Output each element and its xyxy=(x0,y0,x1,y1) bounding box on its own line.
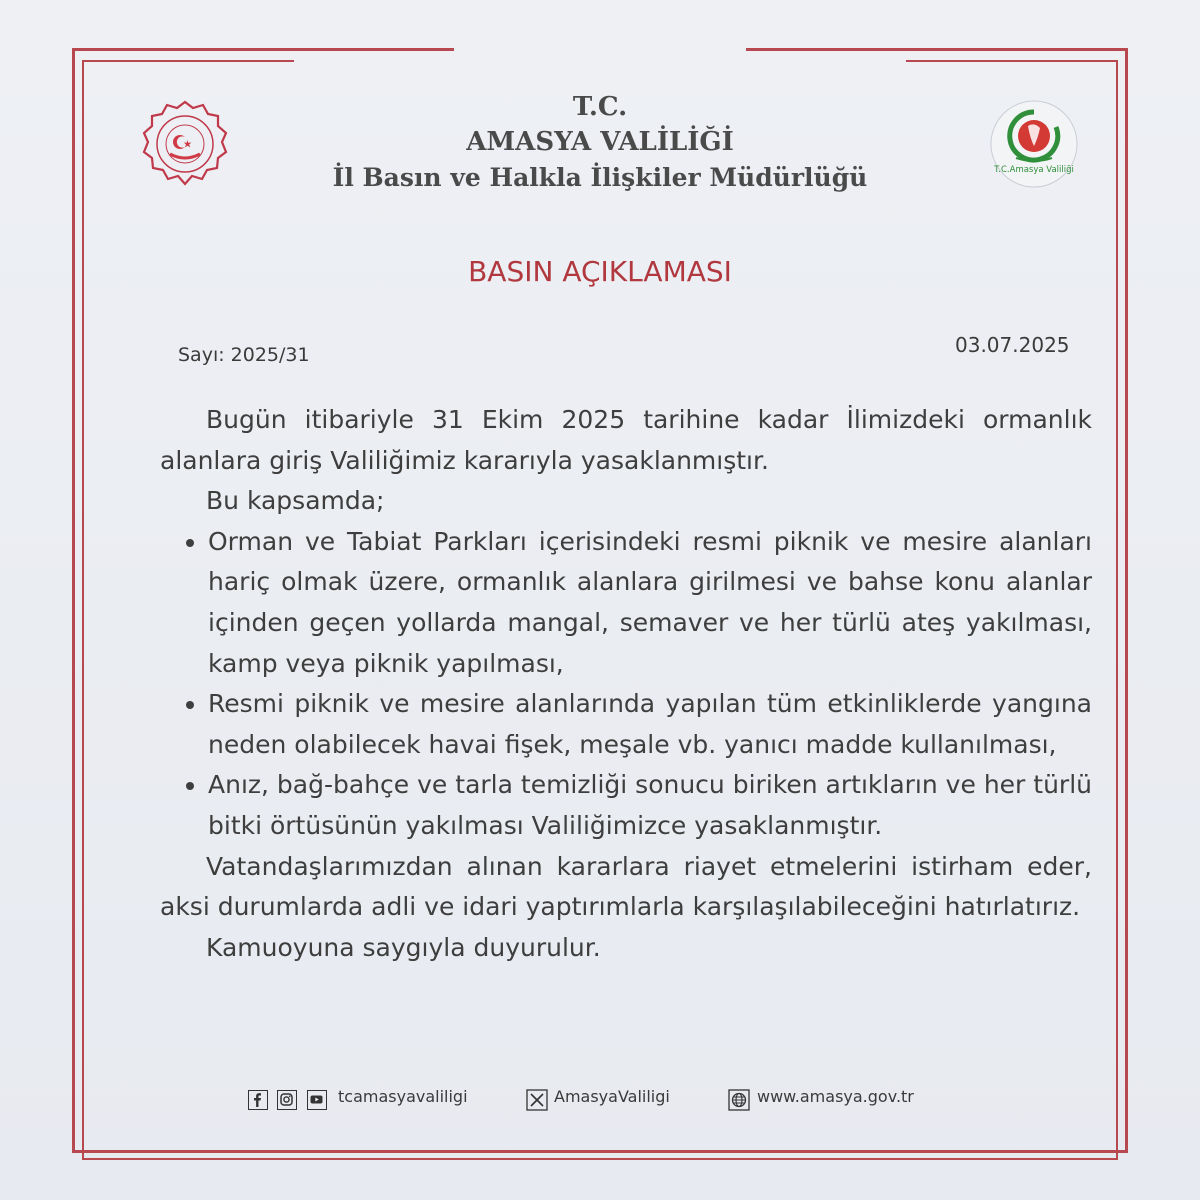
paragraph-2: Bu kapsamda; xyxy=(206,486,385,516)
frame-top-right xyxy=(746,48,1128,51)
youtube-icon[interactable] xyxy=(307,1090,327,1110)
letterhead xyxy=(300,90,900,196)
frame-top-left-inner xyxy=(82,60,294,62)
document-date: 03.07.2025 xyxy=(955,333,1070,357)
frame-bottom-outer xyxy=(72,1150,1128,1153)
header-line-tc: T.C. xyxy=(572,92,628,122)
paragraph-4: Kamuoyuna saygıyla duyurulur. xyxy=(206,932,601,962)
frame-top-right-inner xyxy=(906,60,1118,62)
list-item: • Anız, bağ-bahçe ve tarla temizliği sonucu biriken artıkların ve her türlü bitki örtüsünün yakılması Valiliğimizce yasaklanmıştır. xyxy=(208,765,1092,846)
list-item: • Orman ve Tabiat Parkları içerisindeki resmi piknik ve mesire alanları hariç olmak üzere, ormanlık alanlara girilmesi ve bahse konu alanlar içinden geçen yollarda mangal, semaver ve her türlü ateş yakılması, kamp veya piknik yapılması, xyxy=(208,522,1092,684)
x-icon[interactable] xyxy=(526,1089,548,1111)
page-title: BASIN AÇIKLAMASI xyxy=(468,255,732,288)
frame-left-inner xyxy=(82,60,84,1160)
paragraph-3: Vatandaşlarımızdan alınan kararlara riayet etmelerini istirham eder, aksi durumlarda adli ve idari yaptırımlarla karşılaşılabileceğini hatırlatırız. xyxy=(160,851,1092,922)
social-handle[interactable]: tcamasyavaliligi xyxy=(338,1087,468,1106)
prohibition-list xyxy=(160,522,1092,847)
frame-left-outer xyxy=(72,48,75,1153)
header-line-mudurluk: İl Basın ve Halkla İlişkiler Müdürlüğü xyxy=(332,163,868,192)
announcement-body xyxy=(160,400,1092,968)
paragraph-1: Bugün itibariyle 31 Ekim 2025 tarihine kadar İlimizdeki ormanlık alanlara giriş Valiliğimiz kararıyla yasaklanmıştır. xyxy=(160,405,1092,475)
list-item: • Resmi piknik ve mesire alanlarında yapılan tüm etkinliklerde yangına neden olabilecek havai fişek, meşale vb. yanıcı madde kullanılması, xyxy=(208,684,1092,765)
facebook-icon[interactable] xyxy=(248,1090,268,1110)
globe-icon[interactable] xyxy=(728,1089,750,1111)
website-link[interactable]: www.amasya.gov.tr xyxy=(757,1087,914,1106)
amasya-valiligi-logo xyxy=(988,98,1080,190)
frame-right-outer xyxy=(1125,48,1128,1153)
x-handle[interactable]: AmasyaValiligi xyxy=(554,1087,670,1106)
frame-right-inner xyxy=(1116,60,1118,1160)
frame-top-left xyxy=(72,48,454,51)
document-number: Sayı: 2025/31 xyxy=(178,344,310,366)
frame-bottom-inner xyxy=(82,1158,1118,1160)
ministry-seal-logo xyxy=(140,100,230,190)
header-line-valilik: AMASYA VALİLİĞİ xyxy=(466,127,734,157)
instagram-icon[interactable] xyxy=(277,1090,297,1110)
right-logo-text: T.C.Amasya Valiliği xyxy=(994,165,1074,175)
